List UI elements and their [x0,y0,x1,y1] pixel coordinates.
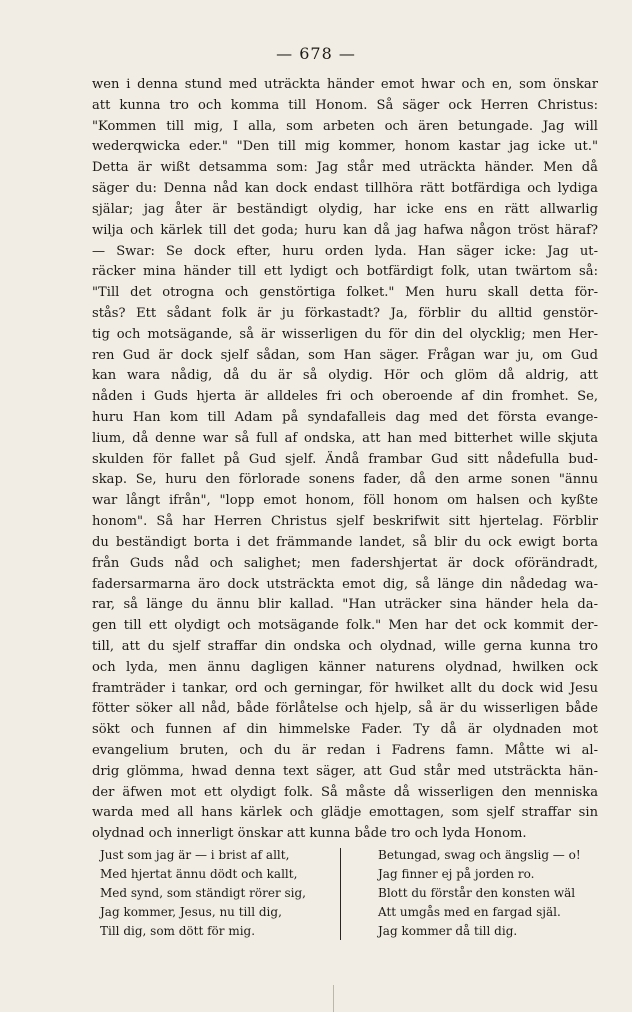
text-line: och lyda, men ännu dagligen känner naturens olydnad, hwilken ock [92,659,598,675]
text-line: huru Han kom till Adam på syndafalleis dag med det första evange- [92,410,598,425]
text-line: själar; jag åter är beständigt olydig, har icke ens en rätt allwarlig [92,201,598,217]
poem-line: Jag finner ej på jorden ro. [378,867,535,881]
text-line: rar, så länge du ännu blir kallad. "Han uträcker sina händer hela da- [92,597,598,613]
text-line: wen i denna stund med uträckta händer emot hwar och en, som önskar [92,77,598,92]
page-number: — 678 — [276,44,356,63]
text-line: nåden i Guds hjerta är alldeles fri och oberoende af din fromhet. Se, [92,389,598,405]
poem-line: Med synd, som ständigt rörer sig, [100,886,306,900]
text-line: Detta är wißt detsamma som: Jag står med uträckta händer. Men då [92,160,598,176]
text-line: kan wara nådig, då du är så olydig. Hör och glöm då aldrig, att [92,368,598,384]
text-line: honom". Så har Herren Christus sjelf beskrifwit sitt hjertelag. Förblir [92,514,598,530]
text-line: olydnad och innerligt önskar att kunna både tro och lyda Honom. [92,826,527,842]
text-line: sökt och funnen af din himmelske Fader. Ty då är olydnaden mot [92,722,598,738]
text-line: — Swar: Se dock efter, huru orden lyda. Han säger icke: Jag ut- [92,243,598,259]
poem-line: Att umgås med en fargad själ. [378,905,561,919]
text-line: räcker mina händer till ett lydigt och botfärdigt folk, utan twärtom så: [92,264,598,280]
text-line: warda med all hans kärlek och glädje emottagen, som sjelf straffar sin [92,805,598,821]
text-line: att kunna tro och komma till Honom. Så säger ock Herren Christus: [92,97,598,113]
page-fold-line [333,985,334,1012]
text-line: war långt ifrån", "lopp emot honom, föll honom om halsen och kyßte [92,493,598,509]
text-line: skulden för fallet på Gud sjelf. Ändå frambar Gud sitt nådefulla bud- [92,451,598,467]
poem-line: Just som jag är — i brist af allt, [100,848,290,862]
poem-left-column [100,846,306,941]
text-line: "Till det otrogna och genstörtiga folket." Men huru skall detta för- [92,285,598,301]
text-line: fötter söker all nåd, både förlåtelse och hjelp, så är du wisserligen både [92,701,598,717]
text-line: ren Gud är dock sjelf sådan, som Han säger. Frågan war ju, om Gud [92,347,598,363]
poem-column-divider [340,848,341,940]
poem-line: Jag kommer då till dig. [378,924,518,938]
text-line: säger du: Denna nåd kan dock endast tillhöra rätt botfärdiga och lydiga [92,181,598,197]
poem-right-column [378,846,581,941]
text-line: evangelium bruten, och du är redan i Fadrens famn. Måtte wi al- [92,743,598,758]
text-line: "Kommen till mig, I alla, som arbeten och ären betungade. Jag will [92,118,598,134]
text-line: lium, då denne war så full af ondska, att han med bitterhet wille skjuta [92,430,598,446]
text-line: fadersarmarna äro dock utsträckta emot dig, så länge din nådedag wa- [92,576,598,592]
text-line: drig glömma, hwad denna text säger, att Gud står med utsträckta hän- [92,763,598,779]
text-line: framträder i tankar, ord och gerningar, för hwilket allt du dock wid Jesu [92,680,598,696]
text-line: till, att du sjelf straffar din ondska och olydnad, wille gerna kunna tro [92,638,598,654]
poem-line: Jag kommer, Jesus, nu till dig, [100,905,282,919]
text-line: tig och motsägande, så är wisserligen du för din del olycklig; men Her- [92,326,598,342]
text-line: wederqwicka eder." "Den till mig kommer, honom kastar jag icke ut." [92,139,598,155]
text-line: skap. Se, huru den förlorade sonens fader, då den arme sonen "ännu [92,472,598,488]
poem-line: Blott du förstår den konsten wäl [378,886,576,900]
poem-line: Betungad, swag och ängslig — o! [378,848,581,862]
text-line: der äfwen mot ett olydigt folk. Så måste då wisserligen den menniska [92,784,598,800]
text-line: stås? Ett sådant folk är ju förkastadt? Ja, förblir du alltid genstör- [92,305,598,321]
poem-line: Till dig, som dött för mig. [100,924,256,938]
text-line: gen till ett olydigt och motsägande folk." Men har det ock kommit der- [92,618,598,634]
text-line: wilja och kärlek till det goda; huru kan då jag hafwa någon tröst häraf? [92,222,598,238]
body-text [92,75,598,845]
text-line: från Guds nåd och salighet; men fadershjertat är dock oförändradt, [92,555,598,571]
poem-line: Med hjertat ännu dödt och kallt, [100,867,298,881]
text-line: du beständigt borta i det främmande landet, så blir du ock ewigt borta [92,534,598,550]
